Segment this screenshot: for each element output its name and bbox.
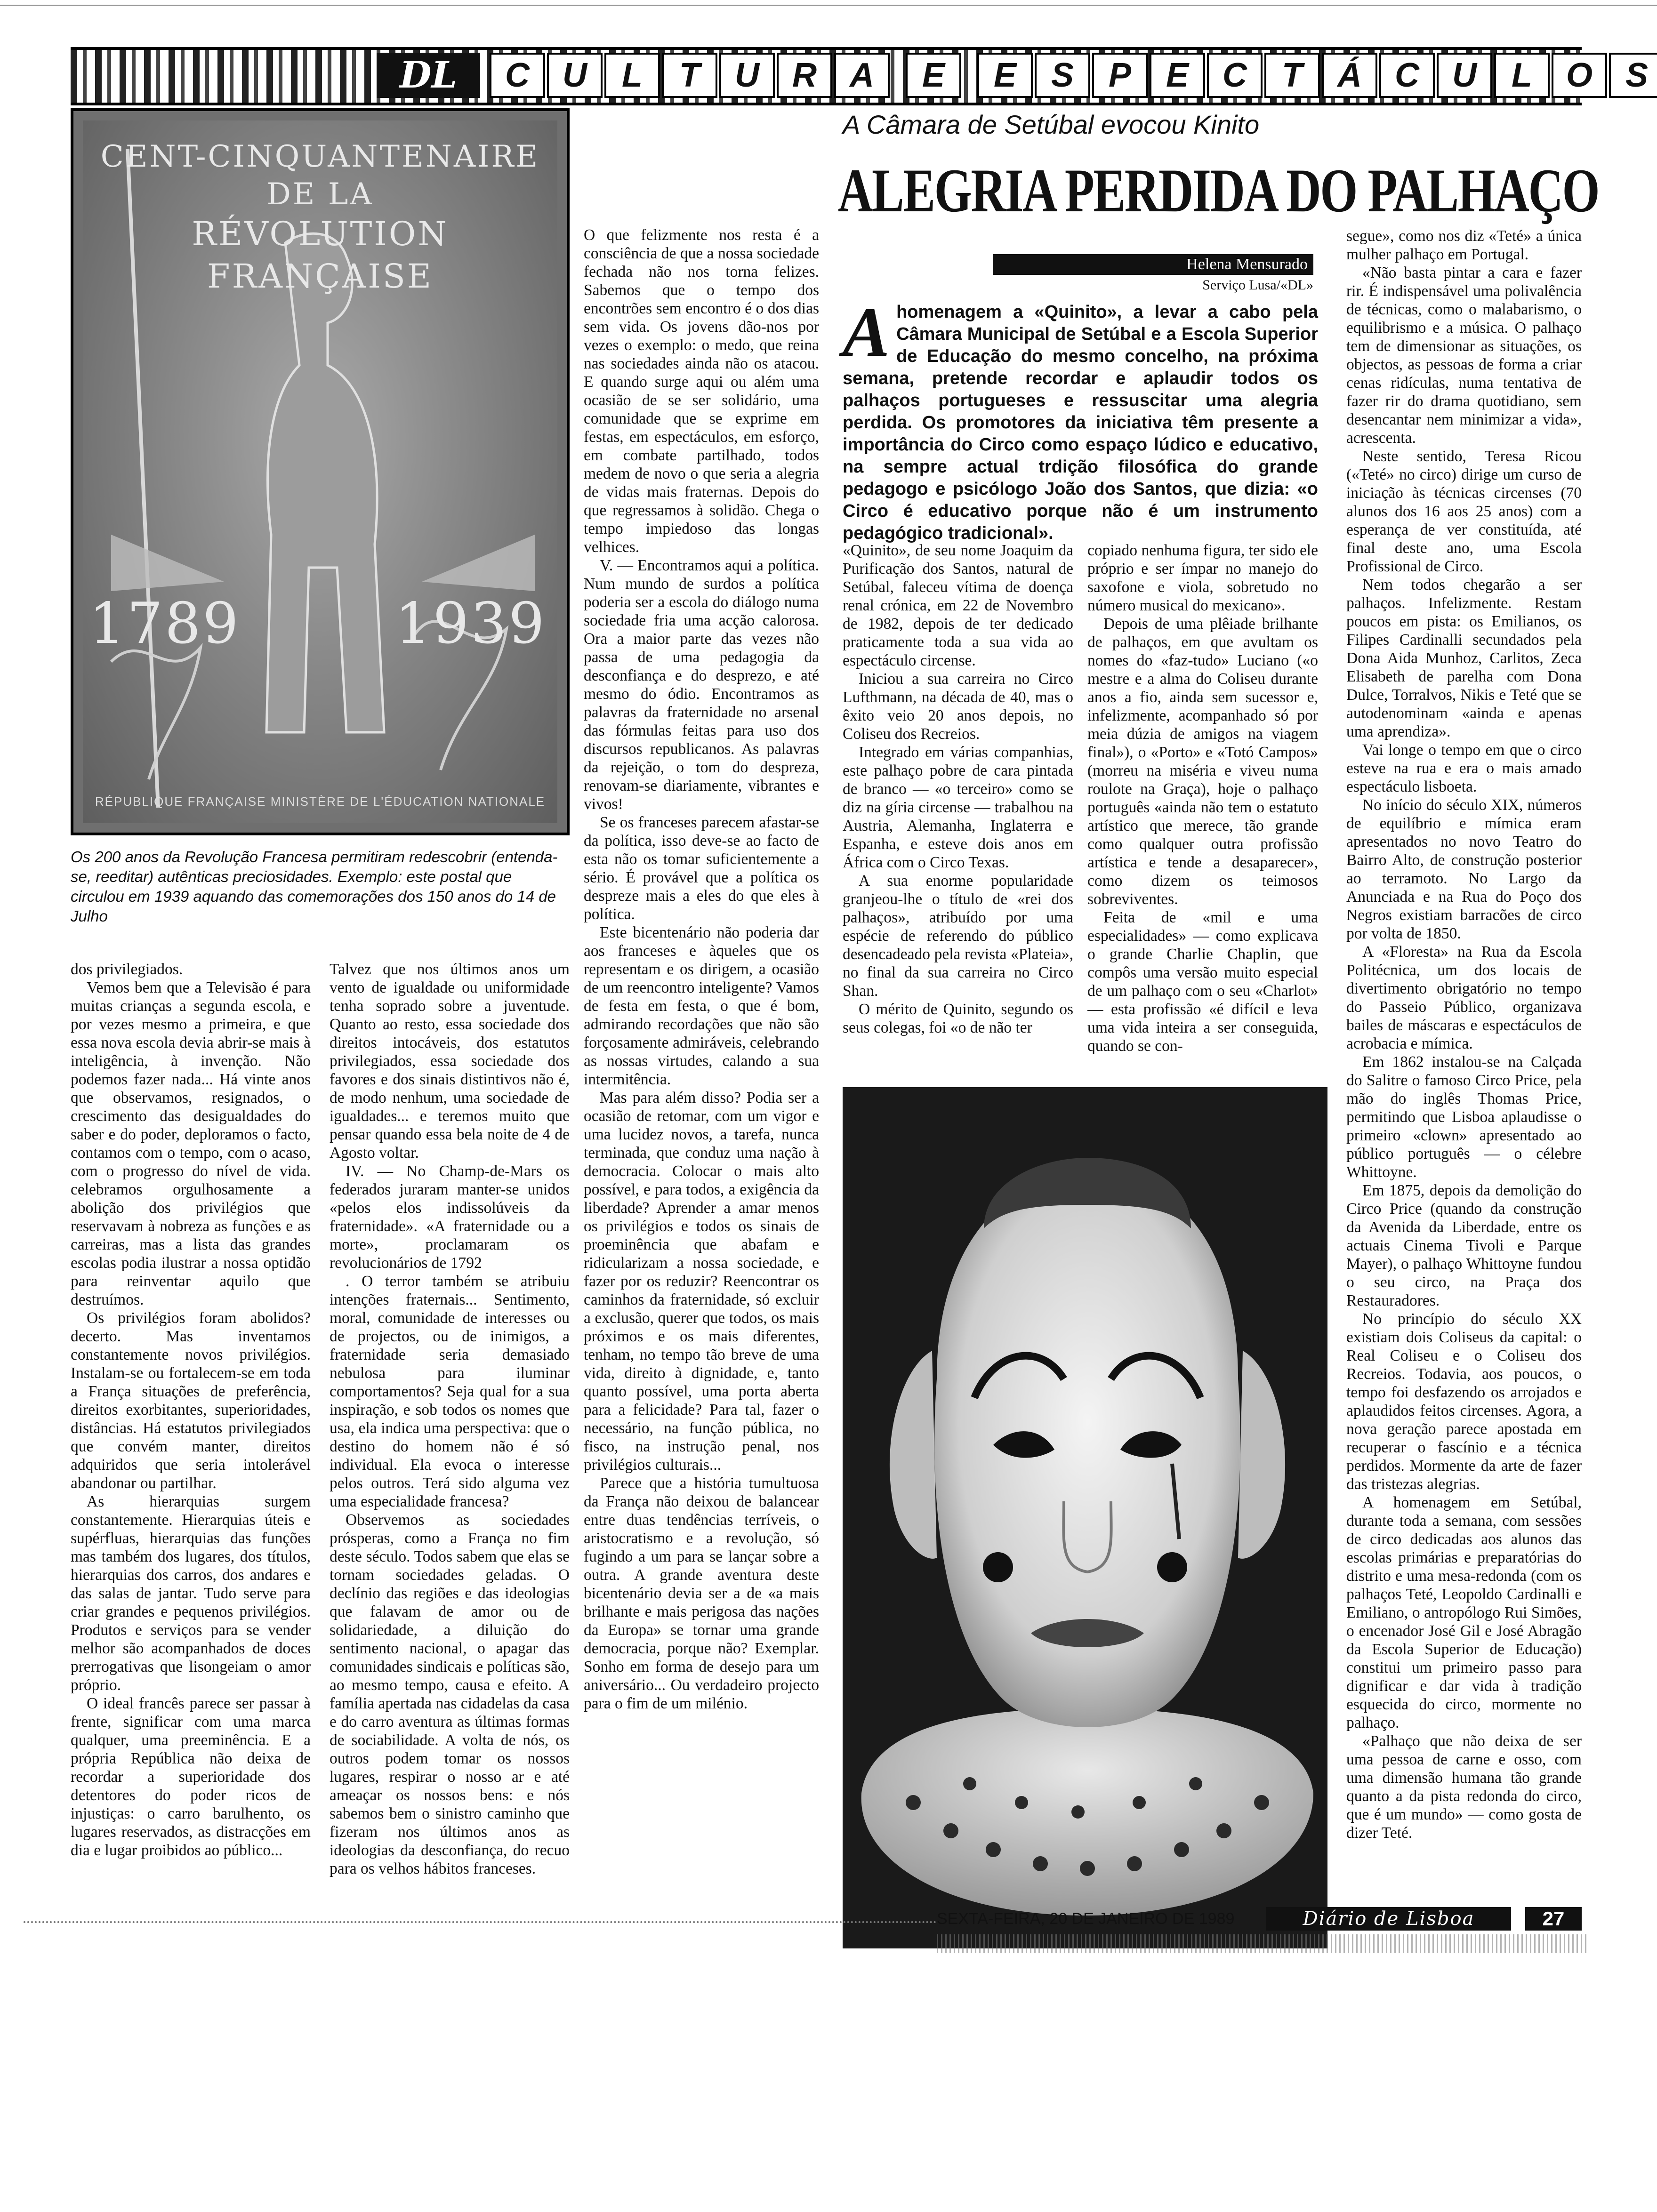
poster-title-line3: RÉVOLUTION <box>192 215 449 253</box>
poster-title-line4: FRANÇAISE <box>207 257 433 296</box>
paragraph: Depois de uma plêiade brilhante de palhaços, em que avultam os nomes do «faz-tudo» Luciano («o mestre e a alma do Coliseu durante anos a fio, ainda sem sucessor e, infelizmente, acompanhado só por meia dúzia de amigos na viagem final»), o «Porto» e «Totó Campos» (morreu na miséria e viveu numa roulote na Graça), hoje o palhaço português «ainda não tem o estatuto artístico que merece, tão grande como qualquer outra profissão artística e tende a desaparecer», como dizem os teimosos sobreviventes. <box>1087 615 1318 908</box>
paragraph: Neste sentido, Teresa Ricou («Teté» no circo) dirige um curso de iniciação às técnicas circenses (70 alunos dos 16 aos 25 anos) com a esperança de ver constituída, até final deste ano, uma Escola Profissional de Circo. <box>1346 448 1582 575</box>
section-title-letter: U <box>547 53 603 98</box>
poster-image <box>71 108 570 835</box>
paragraph: O que felizmente nos resta é a consciência de que a nossa sociedade fechada não nos torna felizes. Sabemos que o tempo dos encontrões sem encontro é o dos dias sem vida. Os jovens dão-nos por vezes o exemplo: o medo, que reina nas sociedades ainda não os atacou. E quando surge aqui ou além uma ocasião de se ser solidário, uma comunidade que se exprime em festas, em espectáculos, em esforço, em combate partilhado, todos medem de novo o que seria a alegria de vidas mais fraternas. Depois do que regressamos à solidão. Chega o tempo impiedoso das longas velhices. <box>584 226 819 556</box>
section-title-letter: A <box>834 53 890 98</box>
poster-bottom-text: RÉPUBLIQUE FRANÇAISE MINISTÈRE DE L'ÉDUCATION NATIONALE <box>95 794 546 809</box>
paragraph: As hierarquias surgem constantemente. Hierarquias úteis e supérfluas, hierarquias das funções mas também dos lugares, dos títulos, hierarquias dos carros, dos andares e das salas de jantar. Tudo serve para criar grandes e pequenos privilégios. Produtos e serviços para se vender melhor são acompanhados de doces prerrogativas que lisongeiam o amor próprio. <box>71 1493 311 1694</box>
paragraph: Este bicentenário não poderia dar aos franceses e àqueles que os representam e os dirigem, a ocasião de um reencontro inteligente? Vamos de festa em festa, o que é bom, admirando recordações que não são forçosamente admiráveis, celebrando as nossas virtudes, calando a sua intermitência. <box>584 924 819 1088</box>
paragraph: «Palhaço que não deixa de ser uma pessoa de carne e osso, com uma dimensão humana tão grande quanto a da pista redonda do circo, que é um mundo» — como gosta de dizer Teté. <box>1346 1732 1582 1842</box>
paragraph: No início do século XIX, números de equilíbrio e mímica eram apresentados no novo Teatro do Bairro Alto, de construção posterior ao terramoto. No Largo da Anunciada e na Rua do Poço dos Negros existiam barracões de circo por volta de 1850. <box>1346 796 1582 942</box>
clown-mask-drawing <box>843 1087 1327 1948</box>
paragraph: A homenagem em Setúbal, durante toda a semana, com sessões de circo dedicadas aos alunos das escolas primárias e preparatórias do distrito e uma mesa-redonda (com os palhaços Teté, Leopoldo Cardinalli e Emiliano, o antropólogo Rui Simões, o encenador José Gil e José Abragão da Escola Superior de Educação) constitui um primeiro passo para dignificar e dar vida à tradição esquecida do circo, mormente no palhaço. <box>1346 1494 1582 1731</box>
paragraph: . O terror também se atribuiu intenções fraternais... Sentimento, moral, comunidade de interesses ou de projectos, ou de inimigos, a fraternidade seria demasiado nebulosa para iluminar comportamentos? Seja qual for a sua inspiração, e sob todos os nomes que usa, ela indica uma perspectiva: que o destino do homem não é só individual. Ela evoca o interesse pelos outros. Terá sido alguma vez uma especialidade francesa? <box>330 1273 570 1510</box>
clown-mask-photo <box>843 1087 1327 1948</box>
section-title-letter: C <box>1379 53 1435 98</box>
dl-logo: DL <box>377 53 480 98</box>
paragraph: IV. — No Champ-de-Mars os federados juraram manter-se unidos «pelos elos indissolúveis da fraternidade». «A fraternidade ou a morte», proclamaram os revolucionários de 1792 <box>330 1162 570 1272</box>
poster-year-left: 1789 <box>89 591 241 657</box>
section-title-letter: U <box>1437 53 1492 98</box>
section-title-letter: O <box>1552 53 1607 98</box>
section-title-letter: E <box>977 53 1033 98</box>
clown-article-column-2 <box>1087 541 1318 1078</box>
section-title-letter: S <box>1609 53 1657 98</box>
paragraph: Em 1875, depois da demolição do Circo Price (quando da construção da Avenida da Liberdade, entre os actuais Cinema Tivoli e Parque Mayer), o palhaço Whittoyne fundou o seu circo, na Praça dos Restauradores. <box>1346 1182 1582 1309</box>
clown-article-column-1 <box>843 541 1073 1078</box>
paragraph: Parece que a história tumultuosa da França não deixou de balancear entre duas tendências terríveis, o aristocratismo e a revolução, só fugindo a um para se lançar sobre a outra. A grande aventura deste bicentenário devia ser a de «a mais brilhante e mais perigosa das nações da Europa» se tornar uma grande democracia, porque não? Exemplar. Sonho em forma de desejo para um aniversário... Ou verdadeiro projecto para o fim de um milénio. <box>584 1475 819 1712</box>
article-column-1 <box>71 960 311 1901</box>
section-title-letter: U <box>719 53 775 98</box>
paragraph: dos privilegiados. <box>71 961 183 978</box>
paragraph: A «Floresta» na Rua da Escola Politécnica, um dos locais de divertimento obrigatório no tempo do Passeio Público, organizava bailes de máscaras e espectáculos de acrobacia e mímica. <box>1346 943 1582 1052</box>
paragraph: «Não basta pintar a cara e fazer rir. É indispensável uma polivalência de técnicas, como o malabarismo, o equilibrismo e a música. O palhaço tem de dimensionar as situações, os objectos, as pessoas de forma a criar cenas ridículas, numa tentativa de fazer rir do drama quotidiano, sem desencantar nem minimizar a vida», acrescenta. <box>1346 264 1582 447</box>
byline-service: Serviço Lusa/«DL» <box>1202 277 1313 293</box>
photo-caption: Os 200 anos da Revolução Francesa permitiram redescobrir (entenda-se, reeditar) autênticas preciosidades. Exemplo: este postal que circulou em 1939 aquando das comemorações dos 150 anos do 14 de Julho <box>71 848 558 925</box>
poster-illustration <box>83 120 557 823</box>
section-title-letter: P <box>1092 53 1148 98</box>
lead-text: homenagem a «Quinito», a levar a cabo pela Câmara Municipal de Setúbal e a Escola Superior de Educação do mesmo concelho, na próxima semana, pretende recordar e aplaudir todos os palhaços portugueses e ressuscitar uma alegria perdida. Os promotores da iniciativa têm presente a importância do Circo como espaço lúdico e educativo, na sempre actual trdição filosófica do grande pedagogo e psicólogo João dos Santos, que dizia: «o Circo é educativo porque não é um instrumento pedagógico tradicional». <box>843 302 1318 543</box>
article-kicker: A Câmara de Setúbal evocou Kinito <box>843 110 1260 139</box>
paragraph: Se os franceses parecem afastar-se da política, isso deve-se ao facto de esta não os tomar suficientemente a sério. É provável que a política os despreze mais a eles do que eles à política. <box>584 814 819 923</box>
paragraph: Vemos bem que a Televisão é para muitas crianças a segunda escola, e por vezes mesmo a primeira, e que essa nova escola devia abrir-se mais à inteligência, à invenção. Não podemos fazer nada... Há vinte anos que observamos, resignados, o crescimento das desigualdades do saber e do poder, deploramos o facto, contamos com o tempo, com o acaso, com o progresso do nível de vida. celebramos orgulhosamente a abolição dos privilégios que reservavam à nobreza as funções e as carreiras, mas a lista das grandes escolas podia ilustrar a nossa optidão para reinventar aquilo que destruímos. <box>71 979 311 1308</box>
newspaper-name: Diário de Lisboa <box>1266 1907 1511 1931</box>
lead-drop-cap: A <box>843 293 890 371</box>
article-column-2 <box>330 960 570 1901</box>
footer-print-marks <box>937 1934 1586 1953</box>
clown-article-column-3 <box>1346 227 1582 1883</box>
poster-year-right: 1939 <box>395 591 547 657</box>
paragraph: Observemos as sociedades prósperas, como a França no fim deste século. Todos sabem que elas se tornam sociedades geladas. O declínio das regiões e das ideologias que falavam de amor ou de solidariedade, a diluição do sentimento nacional, o apagar das comunidades sindicais e políticas são, ao mesmo tempo, causa e efeito. A família apertada nas cidadelas da casa e do carro aventura as últimas formas de sociabilidade. A volta de nós, os outros podem tomar os nossos lugares, respirar o nosso ar e até ameaçar os nossos bens: e nós sabemos bem o sinistro caminho que fizeram nos últimos anos as ideologias da desconfiança, do recuo para os velhos hábitos franceses. <box>330 1511 570 1877</box>
paragraph: A sua enorme popularidade granjeou-lhe o título de «rei dos palhaços», atribuído por uma espécie de referendo do público desencadeado pela revista «Plateia», no final da sua carreira no Circo Shan. <box>843 872 1073 1000</box>
footer-rule <box>24 1921 937 1923</box>
paragraph: V. — Encontramos aqui a política. Num mundo de surdos a política poderia ser a escola do diálogo numa sociedade fria uma acção calorosa. Ora a maior parte das vezes não passa de uma pedagogia da desconfiança e do desprezo, e até mesmo do ódio. Encontramos as palavras da fraternidade no arsenal das fórmulas feitas para uso dos discursos republicanos. As palavras da rejeição, o tom do despreza, renovam-se diariamente, vibrantes e vivos! <box>584 557 819 813</box>
article-column-3 <box>584 226 819 1883</box>
article-headline: ALEGRIA PERDIDA DO PALHAÇO <box>838 156 1599 225</box>
paragraph: Integrado em várias companhias, este palhaço pobre de cara pintada de branco — «o terceiro» como se diz na gíria circense — trabalhou na Austria, Alemanha, Inglaterra e Espanha, e esteve dois anos em África com o Circo Texas. <box>843 744 1073 871</box>
paragraph: Vai longe o tempo em que o circo esteve na rua e era o mais amado espectáculo lisboeta. <box>1346 741 1582 795</box>
poster-title-line2: DE LA <box>266 177 374 212</box>
article-lead <box>843 293 1318 545</box>
section-title-letter: L <box>604 53 660 98</box>
top-rule <box>0 5 1657 6</box>
paragraph: Feita de «mil e uma especialidades» — como explicava o grande Charlie Chaplin, que compôs uma versão muito especial de um palhaço com o seu «Charlot» — esta profissão «é difícil e leva uma vida inteira a ser conseguida, quando se con- <box>1087 909 1318 1055</box>
byline: Helena Mensurado <box>993 254 1313 275</box>
paragraph: O mérito de Quinito, segundo os seus colegas, foi «o de não ter <box>843 1001 1073 1036</box>
poster-title-line1: CENT-CINQUANTENAIRE <box>100 139 540 174</box>
section-title-letter: E <box>906 53 961 98</box>
paragraph: Mas para além disso? Podia ser a ocasião de retomar, com um vigor e uma lucidez novos, a tarefa, nunca terminada, que conduz uma nação à democracia. Colocar o mais alto possível, e para todos, a exigência da liberdade? Aprender a amar menos os privilégios e todos os sinais de proeminência que abafam e ridicularizam a nossa sociedade, e fazer por os reduzir? Reencontrar os caminhos da fraternidade, só excluir a exclusão, querer que todos, os mais próximos e os mais diferentes, tenham, no tempo tão breve de uma vida, direito à dignidade, e, tanto quanto possível, uma porta aberta para a felicidade? Para tal, fazer o necessário, na função pública, no fisco, na instrução penal, nos privilégios culturais... <box>584 1089 819 1474</box>
paragraph: Em 1862 instalou-se na Calçada do Salitre o famoso Circo Price, pela mão do inglês Thomas Price, permitindo que Lisboa aplaudisse o primeiro «clown» apresentado ao público português — o célebre Whittoyne. <box>1346 1053 1582 1181</box>
paragraph: Nem todos chegarão a ser palhaços. Infelizmente. Restam poucos em pista: os Emilianos, os Filipes Cardinalli secundados pela Dona Aida Munhoz, Carlitos, Zeca Elisabeth de parelha com Dona Dulce, Torralvos, Nikis e Teté que se autodenominam «ainda e apenas uma aprendiza». <box>1346 576 1582 740</box>
section-title-letter: T <box>1264 53 1320 98</box>
section-title-letter: Á <box>1322 53 1377 98</box>
section-title-letter: L <box>1494 53 1550 98</box>
paragraph: segue», como nos diz «Teté» a única mulher palhaço em Portugal. <box>1346 227 1582 263</box>
paragraph: Os privilégios foram abolidos? decerto. Mas inventamos constantemente novos privilégios. Instalam-se ou fortalecem-se em toda a França situações de preferência, direitos exorbitantes, superioridades, distâncias. Há estatutos privilegiados que convém manter, direitos adquiridos que seria intolerável abandonar ou partilhar. <box>71 1309 311 1492</box>
section-title-letter: R <box>777 53 832 98</box>
section-title-letter: S <box>1035 53 1090 98</box>
section-title-letter: T <box>662 53 717 98</box>
paragraph: Iniciou a sua carreira no Circo Lufthmann, na década de 40, mas o êxito veio 20 anos depois, no Coliseu dos Recreios. <box>843 670 1073 743</box>
section-title-letter: E <box>1150 53 1205 98</box>
section-title-letter: C <box>490 53 545 98</box>
issue-date: SEXTA-FEIRA, 20 DE JANEIRO DE 1989 <box>937 1910 1235 1928</box>
paragraph: Talvez que nos últimos anos um vento de igualdade ou uniformidade tenha soprado sobre a juventude. Quanto ao resto, essa sociedade dos direitos intocáveis, dos estatutos privilegiados, essa sociedade dos favores e dos sinais distintivos não é, de modo nenhum, uma sociedade de igualdades... e teremos muito que pensar quando essa bela noite de 4 de Agosto voltar. <box>330 961 570 1162</box>
page-number: 27 <box>1525 1907 1582 1931</box>
section-title-letter: C <box>1207 53 1263 98</box>
paragraph: «Quinito», de seu nome Joaquim da Purificação dos Santos, natural de Setúbal, faleceu vítima de doença renal crónica, em 22 de Novembro de 1982, depois de ter dedicado praticamente toda a sua vida ao espectáculo circense. <box>843 542 1073 669</box>
paragraph: O ideal francês parece ser passar à frente, significar com uma marca qualquer, uma preeminência. E a própria República não deixa de recordar a superioridade dos detentores do poder ricos de injustiças: o carro barulhento, os lugares reservados, as distracções em dia e lugar proibidos ao público... <box>71 1695 311 1859</box>
paragraph: copiado nenhuma figura, ter sido ele próprio e ser ímpar no manejo do saxofone e viola, sobretudo no número musical do mexicano». <box>1087 542 1318 614</box>
paragraph: No princípio do século XX existiam dois Coliseus da capital: o Real Coliseu e o Coliseu dos Recreios. Todavia, aos poucos, o tempo foi desfazendo os arrojados e aplaudidos feitos circenses. Agora, a nova geração parece apostada em recuperar o fascínio e a técnica perdidos. Mormente da arte de fazer das tristezas alegrias. <box>1346 1310 1582 1493</box>
